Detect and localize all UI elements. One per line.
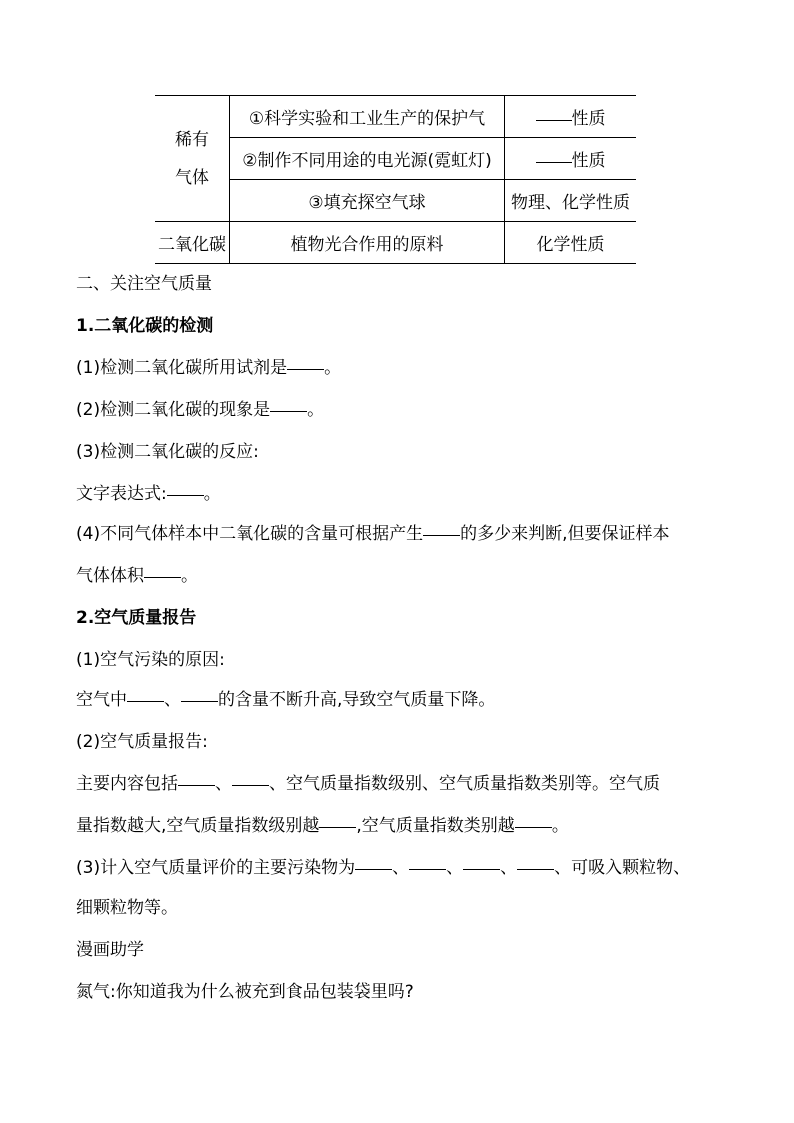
gas-properties-table — [155, 95, 636, 264]
question-line: (2)检测二氧化碳的现象是 。 — [76, 400, 325, 420]
answer-blank[interactable] — [181, 700, 218, 702]
answer-blank[interactable] — [355, 868, 392, 870]
answer-blank[interactable] — [536, 119, 572, 121]
answer-blank[interactable] — [144, 576, 181, 578]
answer-blank[interactable] — [517, 868, 554, 870]
property-cell — [505, 96, 637, 138]
comic-title: 漫画助学 — [76, 940, 144, 960]
property-suffix: 性质 — [571, 151, 606, 171]
answer-blank[interactable] — [463, 868, 500, 870]
question-line: (4)不同气体样本中二氧化碳的含量可根据产生 的多少来判断,但要保证样本 — [76, 524, 670, 544]
section-heading: 二、关注空气质量 — [76, 274, 212, 294]
answer-blank[interactable] — [423, 534, 460, 536]
use-cell: ②制作不同用途的电光源(霓虹灯) — [230, 138, 505, 180]
property-suffix: 性质 — [571, 109, 606, 129]
subsection-title-air-quality-report: 2.空气质量报告 — [76, 608, 197, 628]
question-line: (2)空气质量报告: — [76, 732, 208, 752]
answer-blank[interactable] — [409, 868, 446, 870]
answer-blank[interactable] — [167, 494, 204, 496]
question-line: 量指数越大,空气质量指数级别越 ,空气质量指数类别越 。 — [76, 816, 569, 836]
answer-blank[interactable] — [319, 826, 356, 828]
use-cell: ①科学实验和工业生产的保护气 — [230, 96, 505, 138]
answer-blank[interactable] — [127, 700, 164, 702]
gas-cell: 二氧化碳 — [155, 222, 230, 264]
property-cell: 物理、化学性质 — [505, 180, 637, 222]
answer-blank[interactable] — [287, 368, 324, 370]
question-line: (1)检测二氧化碳所用试剂是 。 — [76, 358, 342, 378]
answer-blank[interactable] — [515, 826, 552, 828]
question-line: (1)空气污染的原因: — [76, 650, 225, 670]
answer-blank[interactable] — [178, 784, 215, 786]
table-row — [155, 96, 636, 138]
subsection-title-co2-detection: 1.二氧化碳的检测 — [76, 316, 214, 336]
question-line: 空气中 、 的含量不断升高,导致空气质量下降。 — [76, 690, 496, 710]
rare-gas-cell — [155, 96, 230, 222]
use-cell: 植物光合作用的原料 — [230, 222, 505, 264]
answer-blank[interactable] — [536, 161, 572, 163]
rare-gas-label-line2: 气体 — [175, 167, 209, 188]
question-line: 细颗粒物等。 — [76, 898, 178, 918]
rare-gas-label-line1: 稀有 — [175, 129, 209, 150]
question-line: (3)检测二氧化碳的反应: — [76, 442, 259, 462]
question-line: 文字表达式: 。 — [76, 484, 221, 504]
answer-blank[interactable] — [232, 784, 269, 786]
property-cell — [505, 138, 637, 180]
question-line: 气体体积 。 — [76, 566, 198, 586]
comic-dialogue-line: 氮气:你知道我为什么被充到食品包装袋里吗? — [76, 982, 414, 1002]
property-cell: 化学性质 — [505, 222, 637, 264]
table-row — [155, 222, 636, 264]
question-line: (3)计入空气质量评价的主要污染物为 、 、 、 、可吸入颗粒物、 — [76, 858, 691, 878]
question-line: 主要内容包括 、 、空气质量指数级别、空气质量指数类别等。空气质 — [76, 774, 660, 794]
answer-blank[interactable] — [270, 410, 307, 412]
use-cell: ③填充探空气球 — [230, 180, 505, 222]
